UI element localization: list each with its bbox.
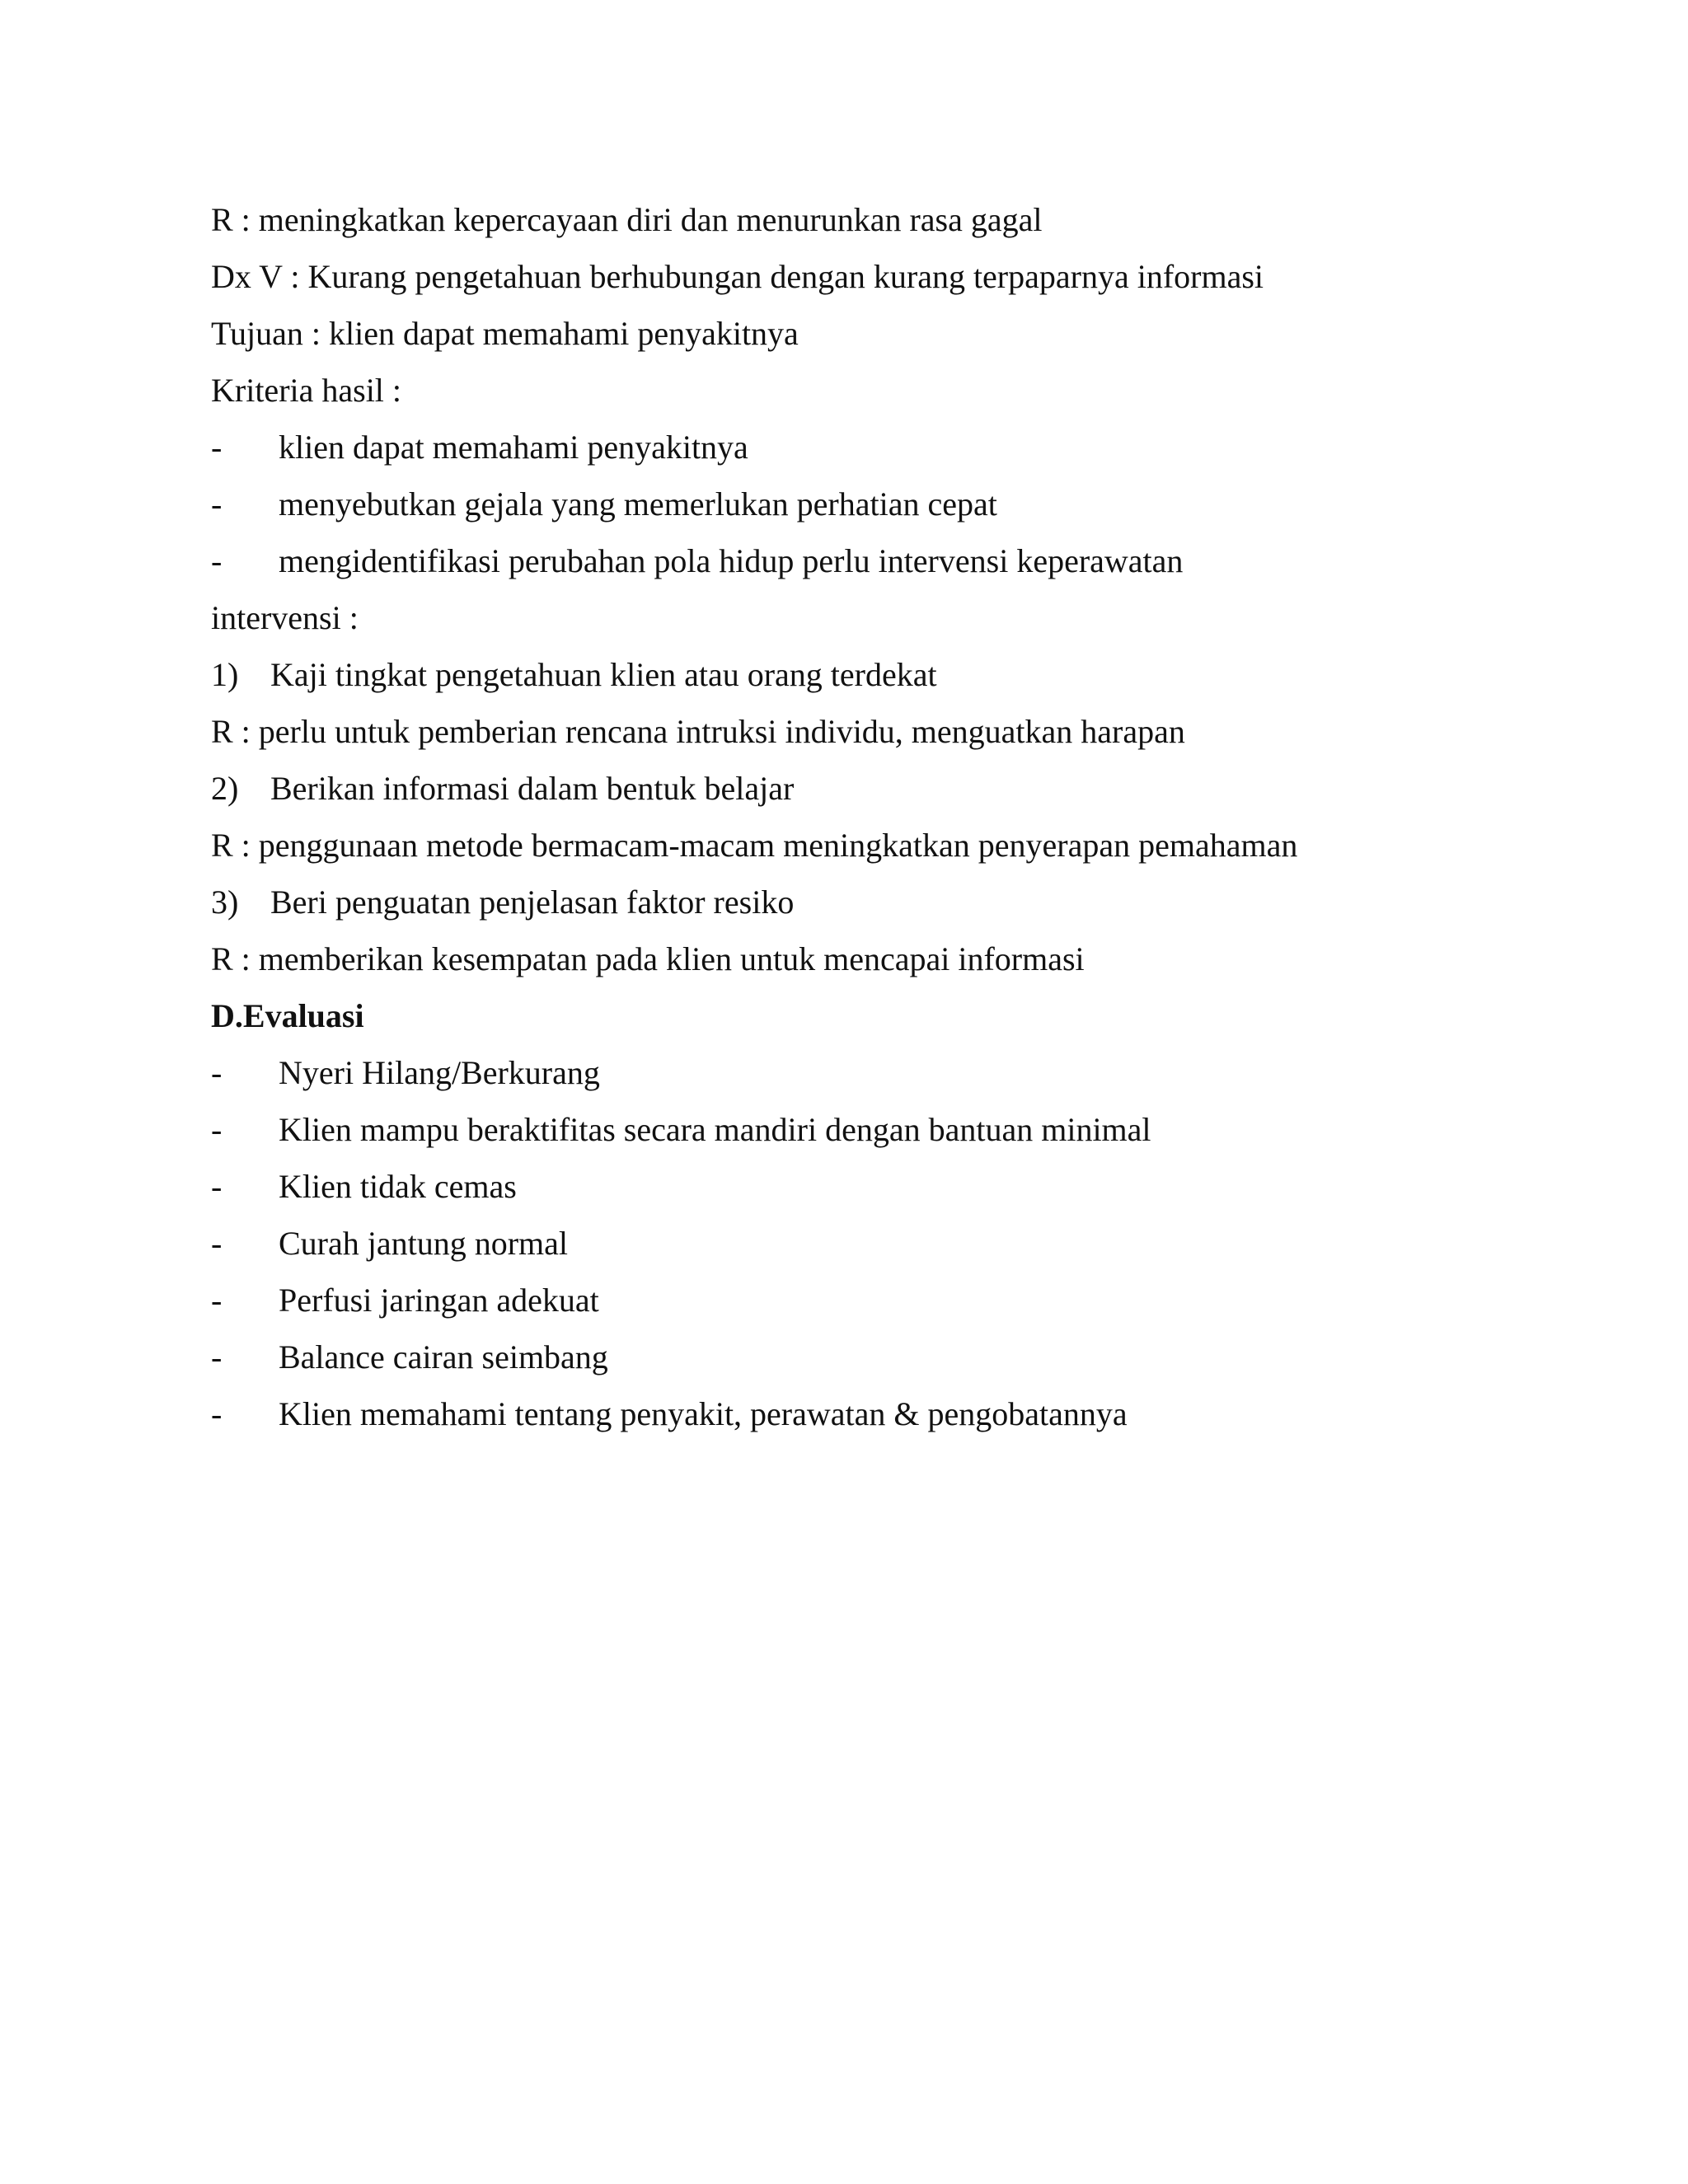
- list-item: [211, 1272, 1497, 1329]
- intervention-item: [211, 646, 1497, 703]
- list-item-text: Curah jantung normal: [279, 1225, 569, 1262]
- list-item: [211, 1329, 1497, 1385]
- dash-marker: -: [211, 1111, 223, 1148]
- list-item-text: Klien memahami tentang penyakit, perawatan & pengobatannya: [279, 1395, 1128, 1432]
- dash-marker: -: [211, 1395, 223, 1432]
- list-item-text: menyebutkan gejala yang memerlukan perhatian cepat: [279, 485, 997, 523]
- intervention-text: Beri penguatan penjelasan faktor resiko: [270, 883, 795, 921]
- intervention-item: [211, 874, 1497, 930]
- list-item-text: mengidentifikasi perubahan pola hidup perlu intervensi keperawatan: [279, 542, 1184, 579]
- rationale-line: R : penggunaan metode bermacam-macam meningkatkan penyerapan pemahaman: [211, 827, 1298, 864]
- item-number: 3): [211, 883, 239, 921]
- item-number: 2): [211, 770, 239, 807]
- criteria-list: [211, 419, 1497, 589]
- list-item-text: Perfusi jaringan adekuat: [279, 1282, 599, 1319]
- evaluation-list: [211, 1044, 1497, 1442]
- document-body: [211, 191, 1497, 1442]
- criteria-label: Kriteria hasil :: [211, 372, 402, 409]
- dash-marker: -: [211, 542, 223, 579]
- intervention-text: Berikan informasi dalam bentuk belajar: [270, 770, 795, 807]
- list-item-text: Klien mampu beraktifitas secara mandiri dengan bantuan minimal: [279, 1111, 1151, 1148]
- list-item: [211, 1101, 1497, 1158]
- intervention-list: [211, 646, 1497, 987]
- goal-line: Tujuan : klien dapat memahami penyakitnya: [211, 315, 799, 352]
- dash-marker: -: [211, 1282, 223, 1319]
- list-item: [211, 476, 1497, 532]
- list-item: [211, 1044, 1497, 1101]
- intervention-item: [211, 760, 1497, 817]
- list-item: [211, 1215, 1497, 1272]
- intervention-text: Kaji tingkat pengetahuan klien atau orang terdekat: [270, 656, 937, 693]
- list-item-text: Nyeri Hilang/Berkurang: [279, 1054, 600, 1091]
- dash-marker: -: [211, 1225, 223, 1262]
- dash-marker: -: [211, 485, 223, 523]
- dash-marker: -: [211, 1338, 223, 1376]
- rationale-line: R : perlu untuk pemberian rencana intruksi individu, menguatkan harapan: [211, 713, 1185, 750]
- list-item-text: Klien tidak cemas: [279, 1168, 517, 1205]
- diagnosis-line: Dx V : Kurang pengetahuan berhubungan dengan kurang terpaparnya informasi: [211, 258, 1264, 295]
- rationale-line: R : meningkatkan kepercayaan diri dan menurunkan rasa gagal: [211, 201, 1043, 238]
- list-item: [211, 532, 1497, 589]
- rationale-line: R : memberikan kesempatan pada klien untuk mencapai informasi: [211, 940, 1085, 977]
- section-heading: D.Evaluasi: [211, 997, 364, 1034]
- list-item-text: klien dapat memahami penyakitnya: [279, 429, 748, 466]
- list-item: [211, 1385, 1497, 1442]
- list-item: [211, 419, 1497, 476]
- list-item: [211, 1158, 1497, 1215]
- list-item-text: Balance cairan seimbang: [279, 1338, 608, 1376]
- dash-marker: -: [211, 1168, 223, 1205]
- intervention-label: intervensi :: [211, 599, 359, 636]
- dash-marker: -: [211, 1054, 223, 1091]
- dash-marker: -: [211, 429, 223, 466]
- item-number: 1): [211, 656, 239, 693]
